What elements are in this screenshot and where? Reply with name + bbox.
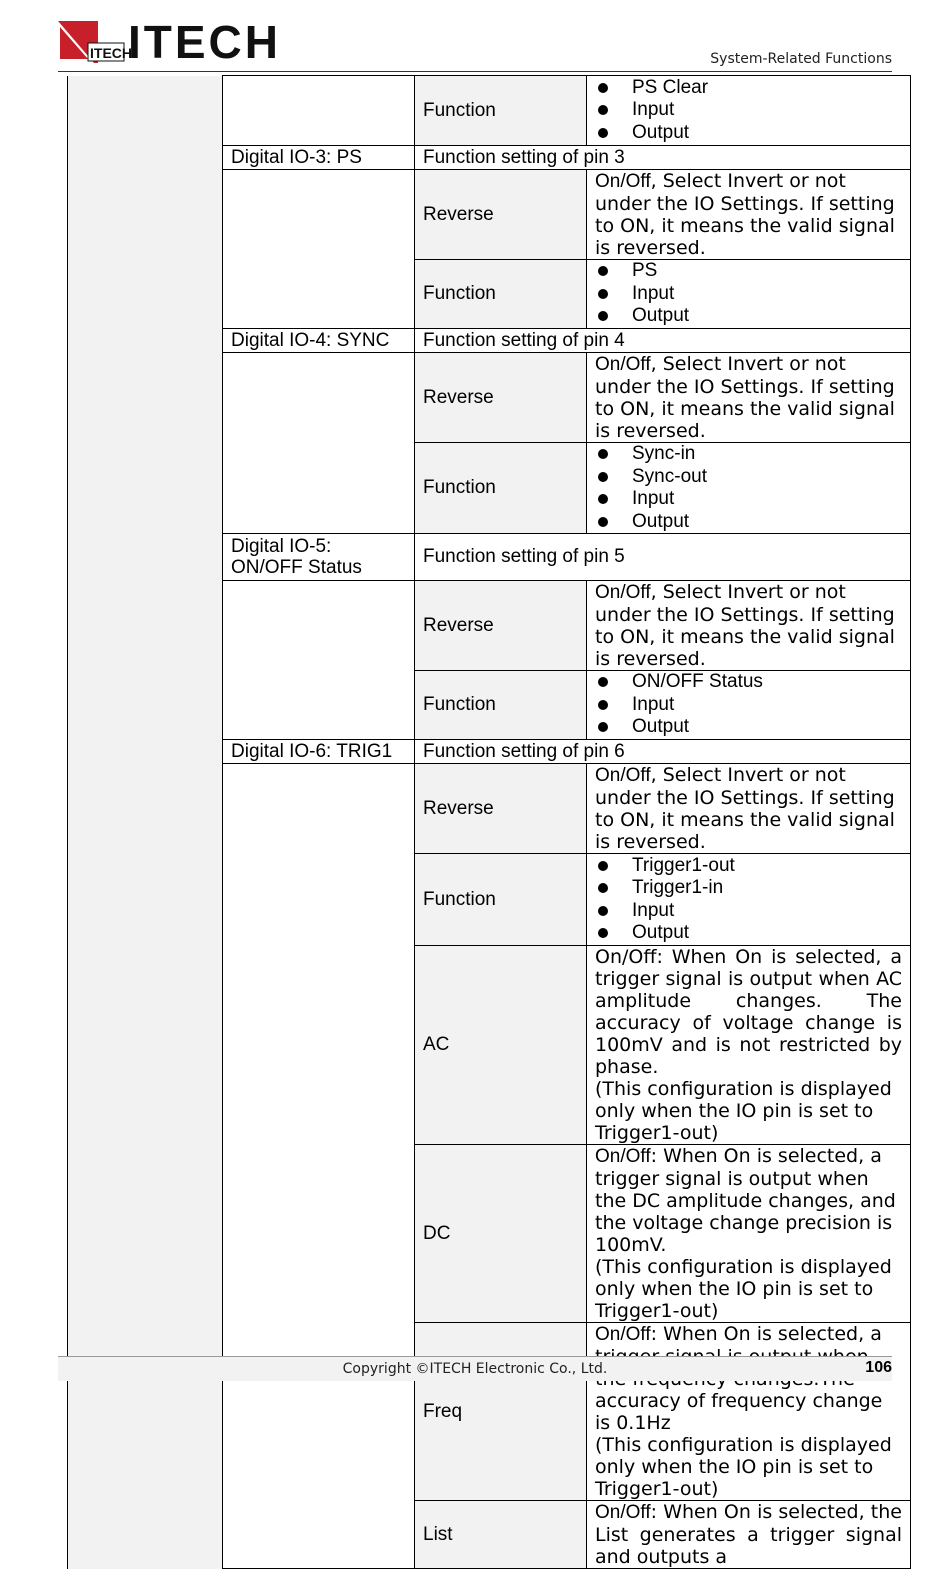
desc-text: , Select Invert or not under the IO Settings. If setting to ON, it means the valid signal is reversed. xyxy=(595,170,895,259)
options-cell xyxy=(587,443,911,534)
desc-note: (This configuration is displayed only when the IO pin is set to Trigger1-out) xyxy=(595,1434,892,1500)
desc-text: : When On is selected, a accuracy of frequency change is 0.1Hz xyxy=(595,1323,883,1434)
setting-label: List xyxy=(415,1501,587,1569)
setting-description xyxy=(587,764,911,854)
options-cell xyxy=(587,260,911,329)
io-description: Function setting of pin 3 xyxy=(415,146,911,170)
name-cell-blank xyxy=(223,76,415,146)
desc-note: (This configuration is displayed only when the IO pin is set to Trigger1-out) xyxy=(595,1256,892,1322)
name-cell-blank xyxy=(223,581,415,740)
desc-text: , Select Invert or not under the IO Settings. If setting to ON, it means the valid signal is reversed. xyxy=(595,581,895,670)
io-name: Digital IO-3: PS xyxy=(223,146,415,170)
desc-lead: On/Off xyxy=(595,1324,651,1345)
list-item: Input xyxy=(595,99,902,122)
io-settings-table xyxy=(67,75,911,1569)
list-item: Input xyxy=(595,694,902,717)
left-blank-column xyxy=(68,76,223,1569)
setting-description xyxy=(587,946,911,1145)
list-item: Output xyxy=(595,511,902,534)
itech-logo-mark-icon xyxy=(58,21,132,63)
page-number: 106 xyxy=(865,1359,892,1376)
setting-label: Reverse xyxy=(415,353,587,443)
setting-label: Reverse xyxy=(415,581,587,671)
list-item: PS xyxy=(595,260,902,283)
options-list xyxy=(595,443,902,533)
setting-label: Freq xyxy=(415,1323,587,1501)
io-name-line1: Digital IO-5: xyxy=(231,536,332,557)
desc-note: (This configuration is displayed only when the IO pin is set to Trigger1-out) xyxy=(595,1078,892,1144)
name-cell-blank xyxy=(223,353,415,534)
list-item: Trigger1-in xyxy=(595,877,902,900)
name-cell-blank xyxy=(223,170,415,329)
list-item: Sync-out xyxy=(595,466,902,489)
desc-text: , Select Invert or not under the IO Settings. If setting to ON, it means the valid signal is reversed. xyxy=(595,353,895,442)
desc-lead: On/Off xyxy=(595,171,651,192)
options-list xyxy=(595,260,902,328)
setting-description xyxy=(587,1323,911,1501)
list-item: Input xyxy=(595,283,902,306)
list-item: Output xyxy=(595,305,902,328)
setting-description xyxy=(587,1501,911,1569)
list-item: Input xyxy=(595,900,902,923)
desc-text: : When On is selected, the List generates a trigger signal and outputs a xyxy=(595,1501,902,1568)
copyright-text: Copyright ©ITECH Electronic Co., Ltd. xyxy=(342,1361,608,1377)
setting-label: Function xyxy=(415,76,587,146)
options-list xyxy=(595,77,902,145)
desc-lead: On/Off xyxy=(595,582,651,603)
logo-text: ITECH xyxy=(128,16,281,68)
io-description: Function setting of pin 6 xyxy=(415,740,911,764)
list-item: Output xyxy=(595,922,902,945)
desc-lead: On/Off xyxy=(595,1146,651,1167)
setting-label: Function xyxy=(415,443,587,534)
io-name: Digital IO-6: TRIG1 xyxy=(223,740,415,764)
setting-label: AC xyxy=(415,946,587,1145)
setting-label: Function xyxy=(415,671,587,740)
setting-description xyxy=(587,170,911,260)
list-item: Output xyxy=(595,716,902,739)
options-cell xyxy=(587,76,911,146)
desc-text: On/Off: When On is selected, a trigger signal is output when AC amplitude changes. The accuracy of voltage change is 100mV and is not restricted by phase. xyxy=(595,946,902,1078)
desc-lead: On/Off xyxy=(595,1502,651,1523)
desc-text: : When On is selected, a trigger signal is output when the DC amplitude changes, and the voltage change precision is 100mV. xyxy=(595,1145,896,1256)
list-item: Output xyxy=(595,122,902,145)
name-cell-blank xyxy=(223,764,415,1569)
setting-label: Function xyxy=(415,854,587,946)
io-name: Digital IO-4: SYNC xyxy=(223,329,415,353)
setting-label: Reverse xyxy=(415,170,587,260)
table-row xyxy=(68,76,911,146)
io-description: Function setting of pin 5 xyxy=(415,534,911,581)
page-header xyxy=(0,0,950,80)
options-list xyxy=(595,671,902,739)
header-rule xyxy=(58,71,892,72)
list-item: Input xyxy=(595,488,902,511)
setting-description xyxy=(587,353,911,443)
options-list xyxy=(595,855,902,945)
desc-text: , Select Invert or not under the IO Settings. If setting to ON, it means the valid signal is reversed. xyxy=(595,764,895,853)
io-name xyxy=(223,534,415,581)
options-cell xyxy=(587,854,911,946)
io-name-line2: ON/OFF Status xyxy=(231,557,362,578)
io-description: Function setting of pin 4 xyxy=(415,329,911,353)
list-item: Sync-in xyxy=(595,443,902,466)
list-item: PS Clear xyxy=(595,77,902,100)
options-cell xyxy=(587,671,911,740)
itech-logo xyxy=(58,16,281,68)
logo-mark-text: ITECH xyxy=(90,45,132,61)
setting-description xyxy=(587,581,911,671)
setting-description xyxy=(587,1145,911,1323)
desc-lead: On/Off xyxy=(595,765,651,786)
setting-label: Function xyxy=(415,260,587,329)
setting-label: DC xyxy=(415,1145,587,1323)
list-item: ON/OFF Status xyxy=(595,671,902,694)
list-item: Trigger1-out xyxy=(595,855,902,878)
section-title: System-Related Functions xyxy=(710,51,892,67)
setting-label: Reverse xyxy=(415,764,587,854)
desc-lead: On/Off xyxy=(595,354,651,375)
